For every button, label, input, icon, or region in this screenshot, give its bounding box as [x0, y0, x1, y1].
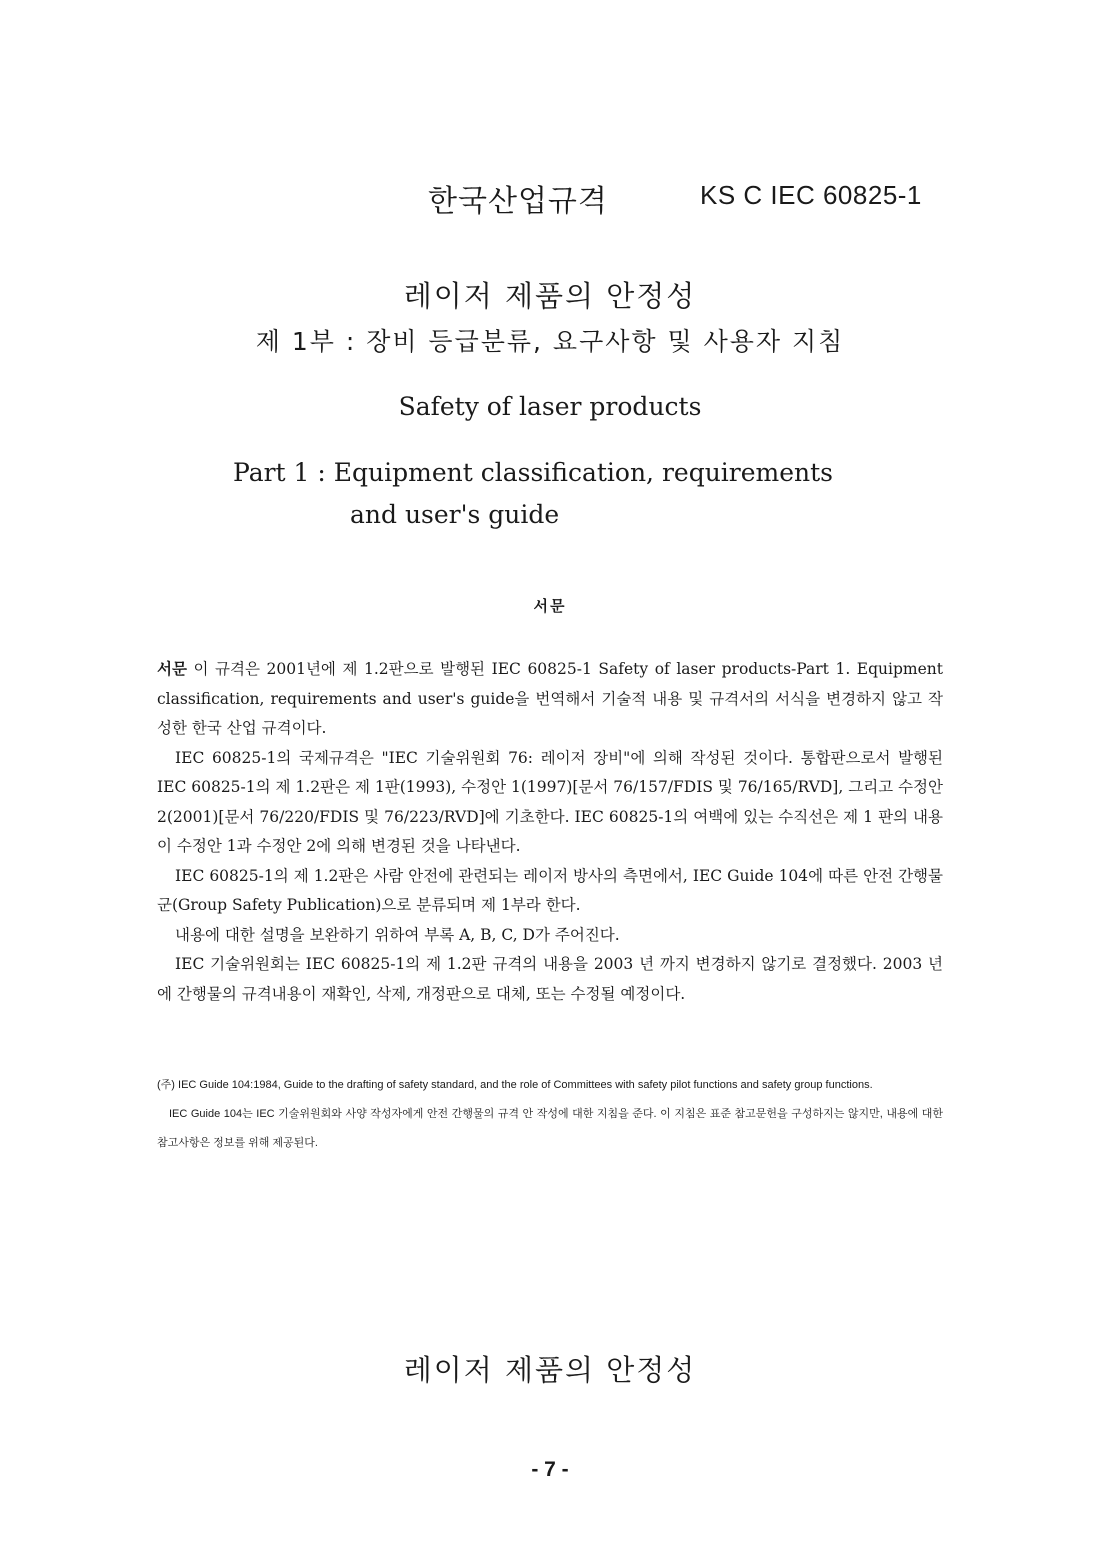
part-title-english — [233, 452, 833, 536]
title-korean: 레이저 제품의 안정성 — [403, 279, 697, 313]
note-2: IEC Guide 104는 IEC 기술위원회와 사양 작성자에게 안전 간행물의 규격 안 작성에 대한 지침을 준다. 이 지침은 표준 참고문헌을 구성하지는 않지만, 내용에 대한 참고사항은 정보를 위해 제공된다. — [157, 1108, 943, 1149]
preface-lead: 서문 — [157, 659, 187, 678]
preface-body — [157, 654, 943, 1009]
standard-code: KS C IEC 60825-1 — [700, 180, 922, 210]
preface-heading: 서문 — [533, 597, 567, 615]
page-number: - 7 - — [531, 1458, 569, 1481]
preface-paragraph-3: IEC 60825-1의 제 1.2판은 사람 안전에 관련되는 레이저 방사의 측면에서, IEC Guide 104에 따른 안전 간행물 군(Group Safety Publication)으로 분류되며 제 1부라 한다. — [157, 866, 943, 914]
standard-header — [0, 176, 1100, 226]
preface-paragraph-1 — [157, 654, 943, 744]
subtitle-korean: 제 1부 : 장비 등급분류, 요구사항 및 사용자 지침 — [255, 327, 845, 356]
footer-title: 레이저 제품의 안정성 — [403, 1353, 697, 1387]
preface-paragraph-2: IEC 60825-1의 국제규격은 "IEC 기술위원회 76: 레이저 장비"에 의해 작성된 것이다. 통합판으로서 발행된 IEC 60825-1의 제 1.2판은 제 1판(1993), 수정안 1(1997)[문서 76/157/FDIS 및 76/165/RVD], 그리고 수정안 2(2001)[문서 76/220/FDIS 및 76/223/RVD]에 기초한다. IEC 60825-1의 여백에 있는 수직선은 제 1 판의 내용이 수정안 1과 수정안 2에 의해 변경된 것을 나타낸다. — [157, 748, 943, 855]
part-title-line-2: and user's guide — [350, 500, 560, 529]
title-english: Safety of laser products — [398, 392, 702, 421]
part-title-line-1: Part 1 : Equipment classification, requirements — [233, 458, 834, 487]
preface-notes — [157, 1071, 943, 1158]
preface-paragraph-4: 내용에 대한 설명을 보완하기 위하여 부록 A, B, C, D가 주어진다. — [175, 925, 620, 944]
preface-paragraph-5: IEC 기술위원회는 IEC 60825-1의 제 1.2판 규격의 내용을 2003 년 까지 변경하지 않기로 결정했다. 2003 년에 간행물의 규격내용이 재확인, 삭제, 개정판으로 대체, 또는 수정될 예정이다. — [157, 955, 943, 1003]
note-1: (주) IEC Guide 104:1984, Guide to the drafting of safety standard, and the role of Committees with safety pilot functions and safety group functions. — [157, 1079, 873, 1091]
standard-name: 한국산업규격 — [428, 184, 608, 219]
preface-paragraph-1-text: 이 규격은 2001년에 제 1.2판으로 발행된 IEC 60825-1 Safety of laser products-Part 1. Equipment classification, requirements and user's guide을 번역해서 기술적 내용 및 규격서의 서식을 변경하지 않고 작성한 한국 산업 규격이다. — [157, 660, 943, 737]
